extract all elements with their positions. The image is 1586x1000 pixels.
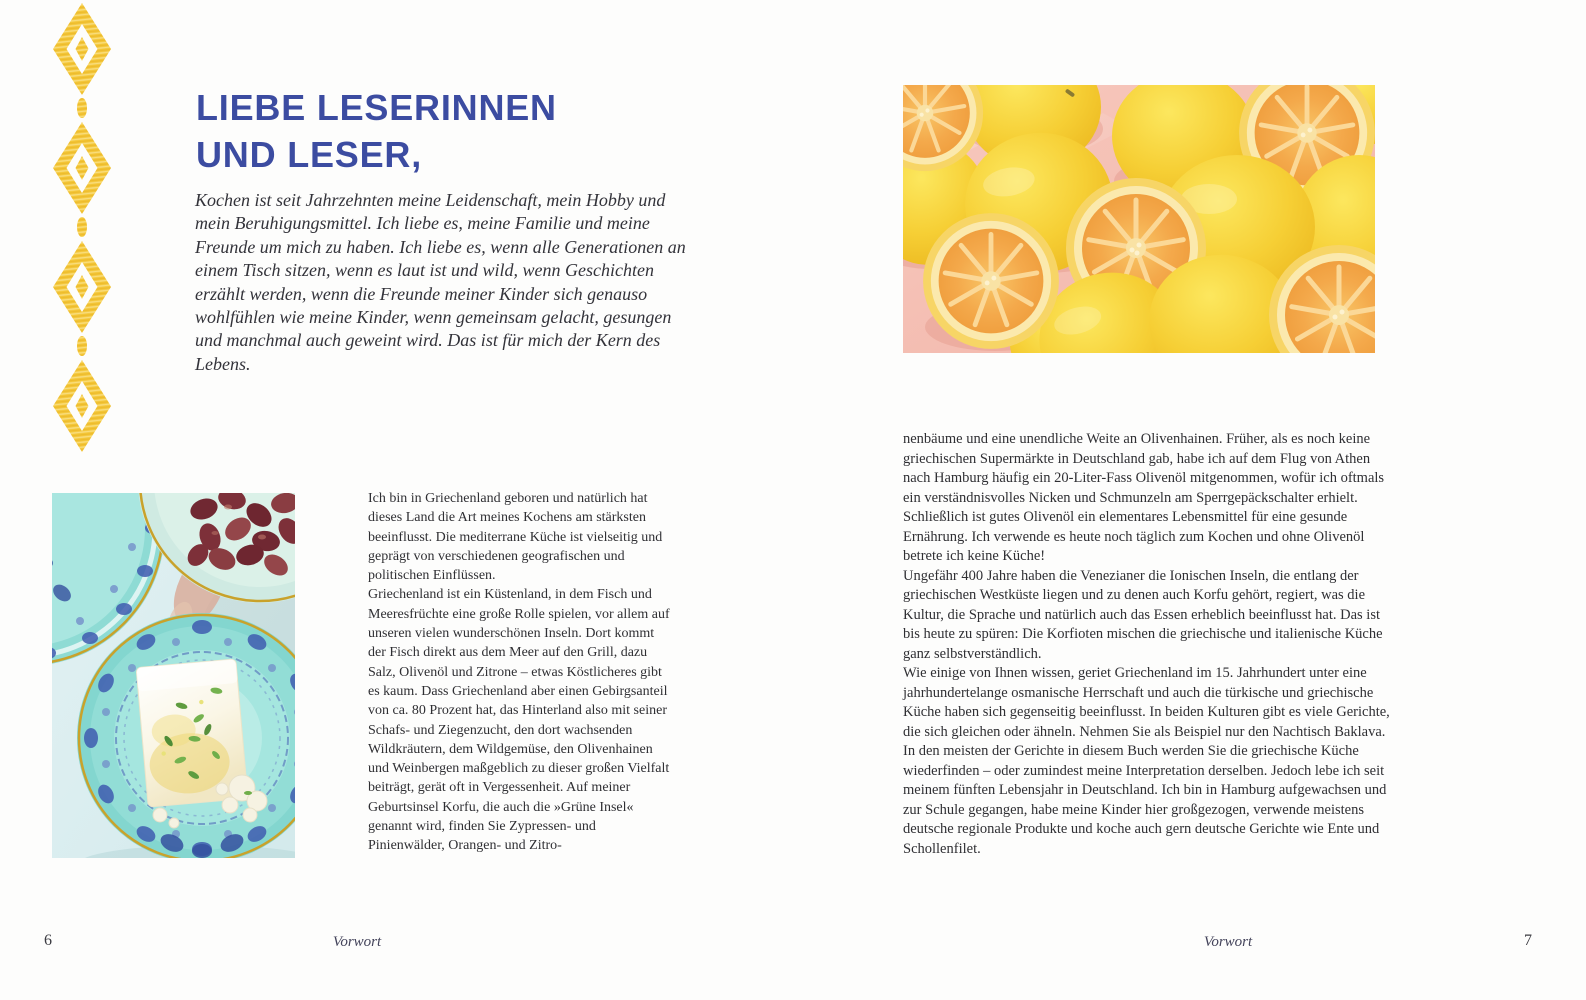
diamond-dot-1 xyxy=(77,98,87,118)
lemons-photo xyxy=(903,85,1375,353)
page-number-right: 7 xyxy=(1524,932,1532,949)
diamond-motif-4 xyxy=(53,360,111,452)
page-title-line1: LIEBE LESERINNEN xyxy=(196,87,557,128)
diamond-dot-3 xyxy=(77,336,87,356)
column-paragraph: Griechenland ist ein Küstenland, in dem Fisch und Meeresfrüchte eine große Rolle spielen, vor allem auf unseren vielen wunderschönen Inseln. Dort kommt der Fisch direkt aus dem Meer auf den Grill, dazu Salz, Olivenöl und Zitrone – etwas Köstlicheres gibt es kaum. Dass Griechenland aber einen Gebirgsanteil von ca. 80 Prozent hat, das Hinterland also mit seiner Schafs- und Ziegenzucht, den dort wachsenden Wildkräutern, dem Wildgemüse, den Olivenhainen und Weinbergen maßgeblich zu dieser großen Vielfalt beiträgt, gerät oft in Vergessenheit. Auf meiner Geburtsinsel Korfu, die auch die »Grüne Insel« genannt wird, finden Sie Zypressen- und Pinienwälder, Orangen- und Zitro- xyxy=(368,587,670,854)
diamond-motif-3 xyxy=(53,241,111,333)
herb-speck xyxy=(244,791,252,795)
diamond-motif-2 xyxy=(53,122,111,214)
diamond-ornament-column xyxy=(52,3,112,455)
page-title xyxy=(196,84,676,178)
feta-photo xyxy=(52,493,295,858)
lemons-photo-illustration xyxy=(903,85,1375,353)
body-paragraph: Wie einige von Ihnen wissen, geriet Griechenland im 15. Jahrhundert unter eine jahrhundertelange osmanische Herrschaft und auch die türkische und griechische Küche haben sich gegenseitig beeinflusst. In beiden Kulturen gibt es viele Gerichte, die sich gleichen oder ähneln. Nehmen Sie als Beispiel nur den Nachtisch Baklava. In den meisten der Gerichte in diesem Buch werden Sie die griechische Küche wiederfinden – oder zumindest meine Interpretation derselben. Jedoch lebe ich seit meinem fünften Lebensjahr in Deutschland. Ich bin in Hamburg aufgewachsen und zur Schule gegangen, habe meine Kinder hier großgezogen, verwende meistens deutsche regionale Produkte und koche auch gern deutsche Gerichte wie Ente und Schollenfilet. xyxy=(903,665,1390,857)
footer-section-label-right: Vorwort xyxy=(1203,934,1253,950)
body-paragraph: nenbäume und eine unendliche Weite an Olivenhainen. Früher, als es noch keine griechischen Supermärkte in Deutschland gab, habe ich auf dem Flug von Athen nach Hamburg häufig ein 20-Liter-Fass Olivenöl mitgenommen, wofür ich oftmals ein verständnisvolles Nicken und Schmunzeln am Sperrgepäckschalter erhielt. Schließlich ist gutes Olivenöl ein elementares Lebensmittel für eine gesunde Ernährung. Ich verwende es heute noch täglich zum Kochen und ohne Olivenöl betrete ich keine Küche! xyxy=(903,431,1385,564)
right-page-text-block xyxy=(903,430,1400,859)
page-title-line2: UND LESER, xyxy=(196,134,423,175)
diamond-dot-2 xyxy=(77,217,87,237)
footer-section-label-left: Vorwort xyxy=(332,934,382,950)
intro-paragraph: Kochen ist seit Jahrzehnten meine Leidenschaft, mein Hobby und mein Beruhigungsmittel. Ich liebe es, meine Familie und meine Freunde um mich zu haben. Ich liebe es, wenn alle Generationen an einem Tisch sitzen, wenn es laut ist und wild, wenn Geschichten erzählt werden, wenn die Freunde meiner Kinder sich genauso wohlfühlen wie meine Kinder, wenn gemeinsam gelacht, gesungen und manchmal auch geweint wird. Das ist für mich der Kern des Lebens. xyxy=(195,190,686,374)
left-page-text-column xyxy=(368,489,674,856)
page-number-left: 6 xyxy=(44,932,52,949)
feta-photo-illustration xyxy=(52,493,295,858)
diamond-motif-1 xyxy=(53,3,111,95)
diamond-chain-icon xyxy=(52,3,112,455)
half-lemon xyxy=(923,213,1059,349)
column-paragraph: Ich bin in Griechenland geboren und natürlich hat dieses Land die Art meines Kochens am stärksten beeinflusst. Die mediterrane Küche ist vielseitig und geprägt von verschiedenen geografischen und politischen Einflüssen. xyxy=(368,491,663,584)
body-paragraph: Ungefähr 400 Jahre haben die Venezianer die Ionischen Inseln, die entlang der griechischen Westküste liegen und zu denen auch Korfu gehört, regiert, was die Kultur, die Sprache und natürlich auch das Essen erheblich beeinflusst hat. Das ist bis heute zu spüren: Die Korfioten mischen die griechische und italienische Küche ganz selbstverständlich. xyxy=(903,567,1383,662)
